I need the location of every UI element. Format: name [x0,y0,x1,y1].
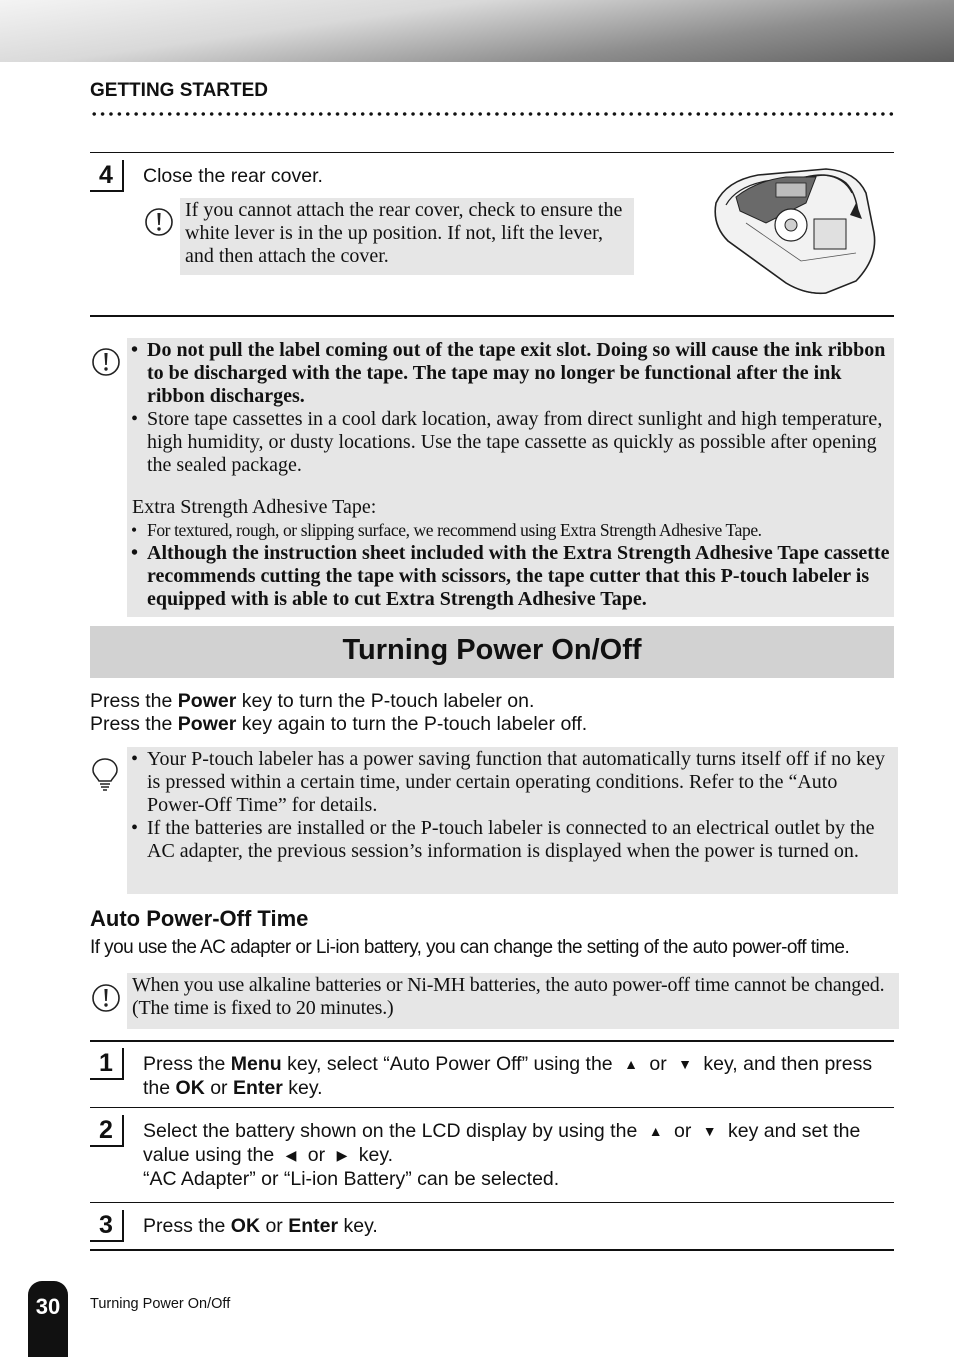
hint-note [127,747,898,894]
step-text: Select the battery shown on the LCD display by using the ▲ or ▼ key and set the value using the ◀ or ▶ key. “AC Adapter” or “Li-ion Battery” can be selected. [143,1120,861,1190]
lightbulb-icon [90,756,120,792]
body-line: Press the Power key to turn the P-touch labeler on. [90,690,535,712]
caution-bullet: • For textured, rough, or slipping surface, we recommend using Extra Strength Adhesive Tape. [127,519,894,542]
page-number: 30 [28,1281,68,1357]
down-arrow-icon: ▼ [678,1056,692,1072]
caution-note [180,198,634,275]
caution-icon [91,347,121,377]
caution-text: If you cannot attach the rear cover, check to ensure the white lever is in the up position. If not, lift the lever, and then attach the cover. [185,199,623,267]
divider [90,152,894,153]
section-title: Turning Power On/Off [90,626,894,678]
caution-bullet: • Do not pull the label coming out of the tape exit slot. Doing so will cause the ink ribbon to be discharged with the tape. The tape may no longer be functional after the ink ribbon discharges. [127,339,894,408]
extra-strength-heading: Extra Strength Adhesive Tape: [132,496,377,518]
step-text: Press the Menu key, select “Auto Power Off” using the ▲ or ▼ key, and then press the OK or Enter key. [143,1053,873,1099]
divider [90,1107,894,1108]
divider [90,1249,894,1251]
left-arrow-icon: ◀ [285,1147,297,1163]
body-line: Press the Power key again to turn the P-touch labeler off. [90,713,588,735]
caution-text: When you use alkaline batteries or Ni-MH batteries, the auto power-off time cannot be changed. (The time is fixed to 20 minutes.) [132,974,885,1019]
step-number: 4 [90,160,124,192]
labeler-illustration [706,163,884,296]
caution-note [127,973,899,1029]
dotted-divider [90,110,894,118]
divider [90,315,894,317]
subsection-title: Auto Power-Off Time [90,906,309,931]
power-key-label: Power [177,713,237,735]
step-text: Close the rear cover. [143,165,323,187]
top-decorative-band [0,0,954,62]
step-text: Press the OK or Enter key. [143,1215,378,1237]
caution-note [127,338,894,617]
step-number: 3 [90,1210,124,1242]
step-number: 1 [90,1048,124,1080]
power-key-label: Power [177,690,237,712]
up-arrow-icon: ▲ [624,1056,638,1072]
hint-bullet: • If the batteries are installed or the P-touch labeler is connected to an electrical outlet by the AC adapter, the previous session’s information is displayed when the power is turned on. [127,817,894,863]
caution-icon [144,207,174,237]
intro-text: If you use the AC adapter or Li-ion battery, you can change the setting of the auto power-off time. [90,937,850,958]
section-header: GETTING STARTED [90,80,269,101]
caution-bullet: • Store tape cassettes in a cool dark location, away from direct sunlight and high temperature, high humidity, or dusty locations. Use the tape cassette as quickly as possible after opening the sealed package. [127,408,894,477]
up-arrow-icon: ▲ [648,1123,663,1139]
divider [90,1040,894,1042]
hint-bullet: • Your P-touch labeler has a power saving function that automatically turns itself off if no key is pressed within a certain time, under certain operating conditions. Refer to the “Auto Power-Off Time” for details. [127,748,894,817]
caution-bullet: • Although the instruction sheet included with the Extra Strength Adhesive Tape cassette recommends cutting the tape with scissors, the tape cutter that this P-touch labeler is equipped with is able to cut Extra Strength Adhesive Tape. [127,542,894,611]
caution-icon [91,983,121,1013]
divider [90,1202,894,1203]
right-arrow-icon: ▶ [336,1147,348,1163]
footer-title: Turning Power On/Off [90,1296,231,1312]
step-number: 2 [90,1115,124,1147]
down-arrow-icon: ▼ [702,1123,717,1139]
